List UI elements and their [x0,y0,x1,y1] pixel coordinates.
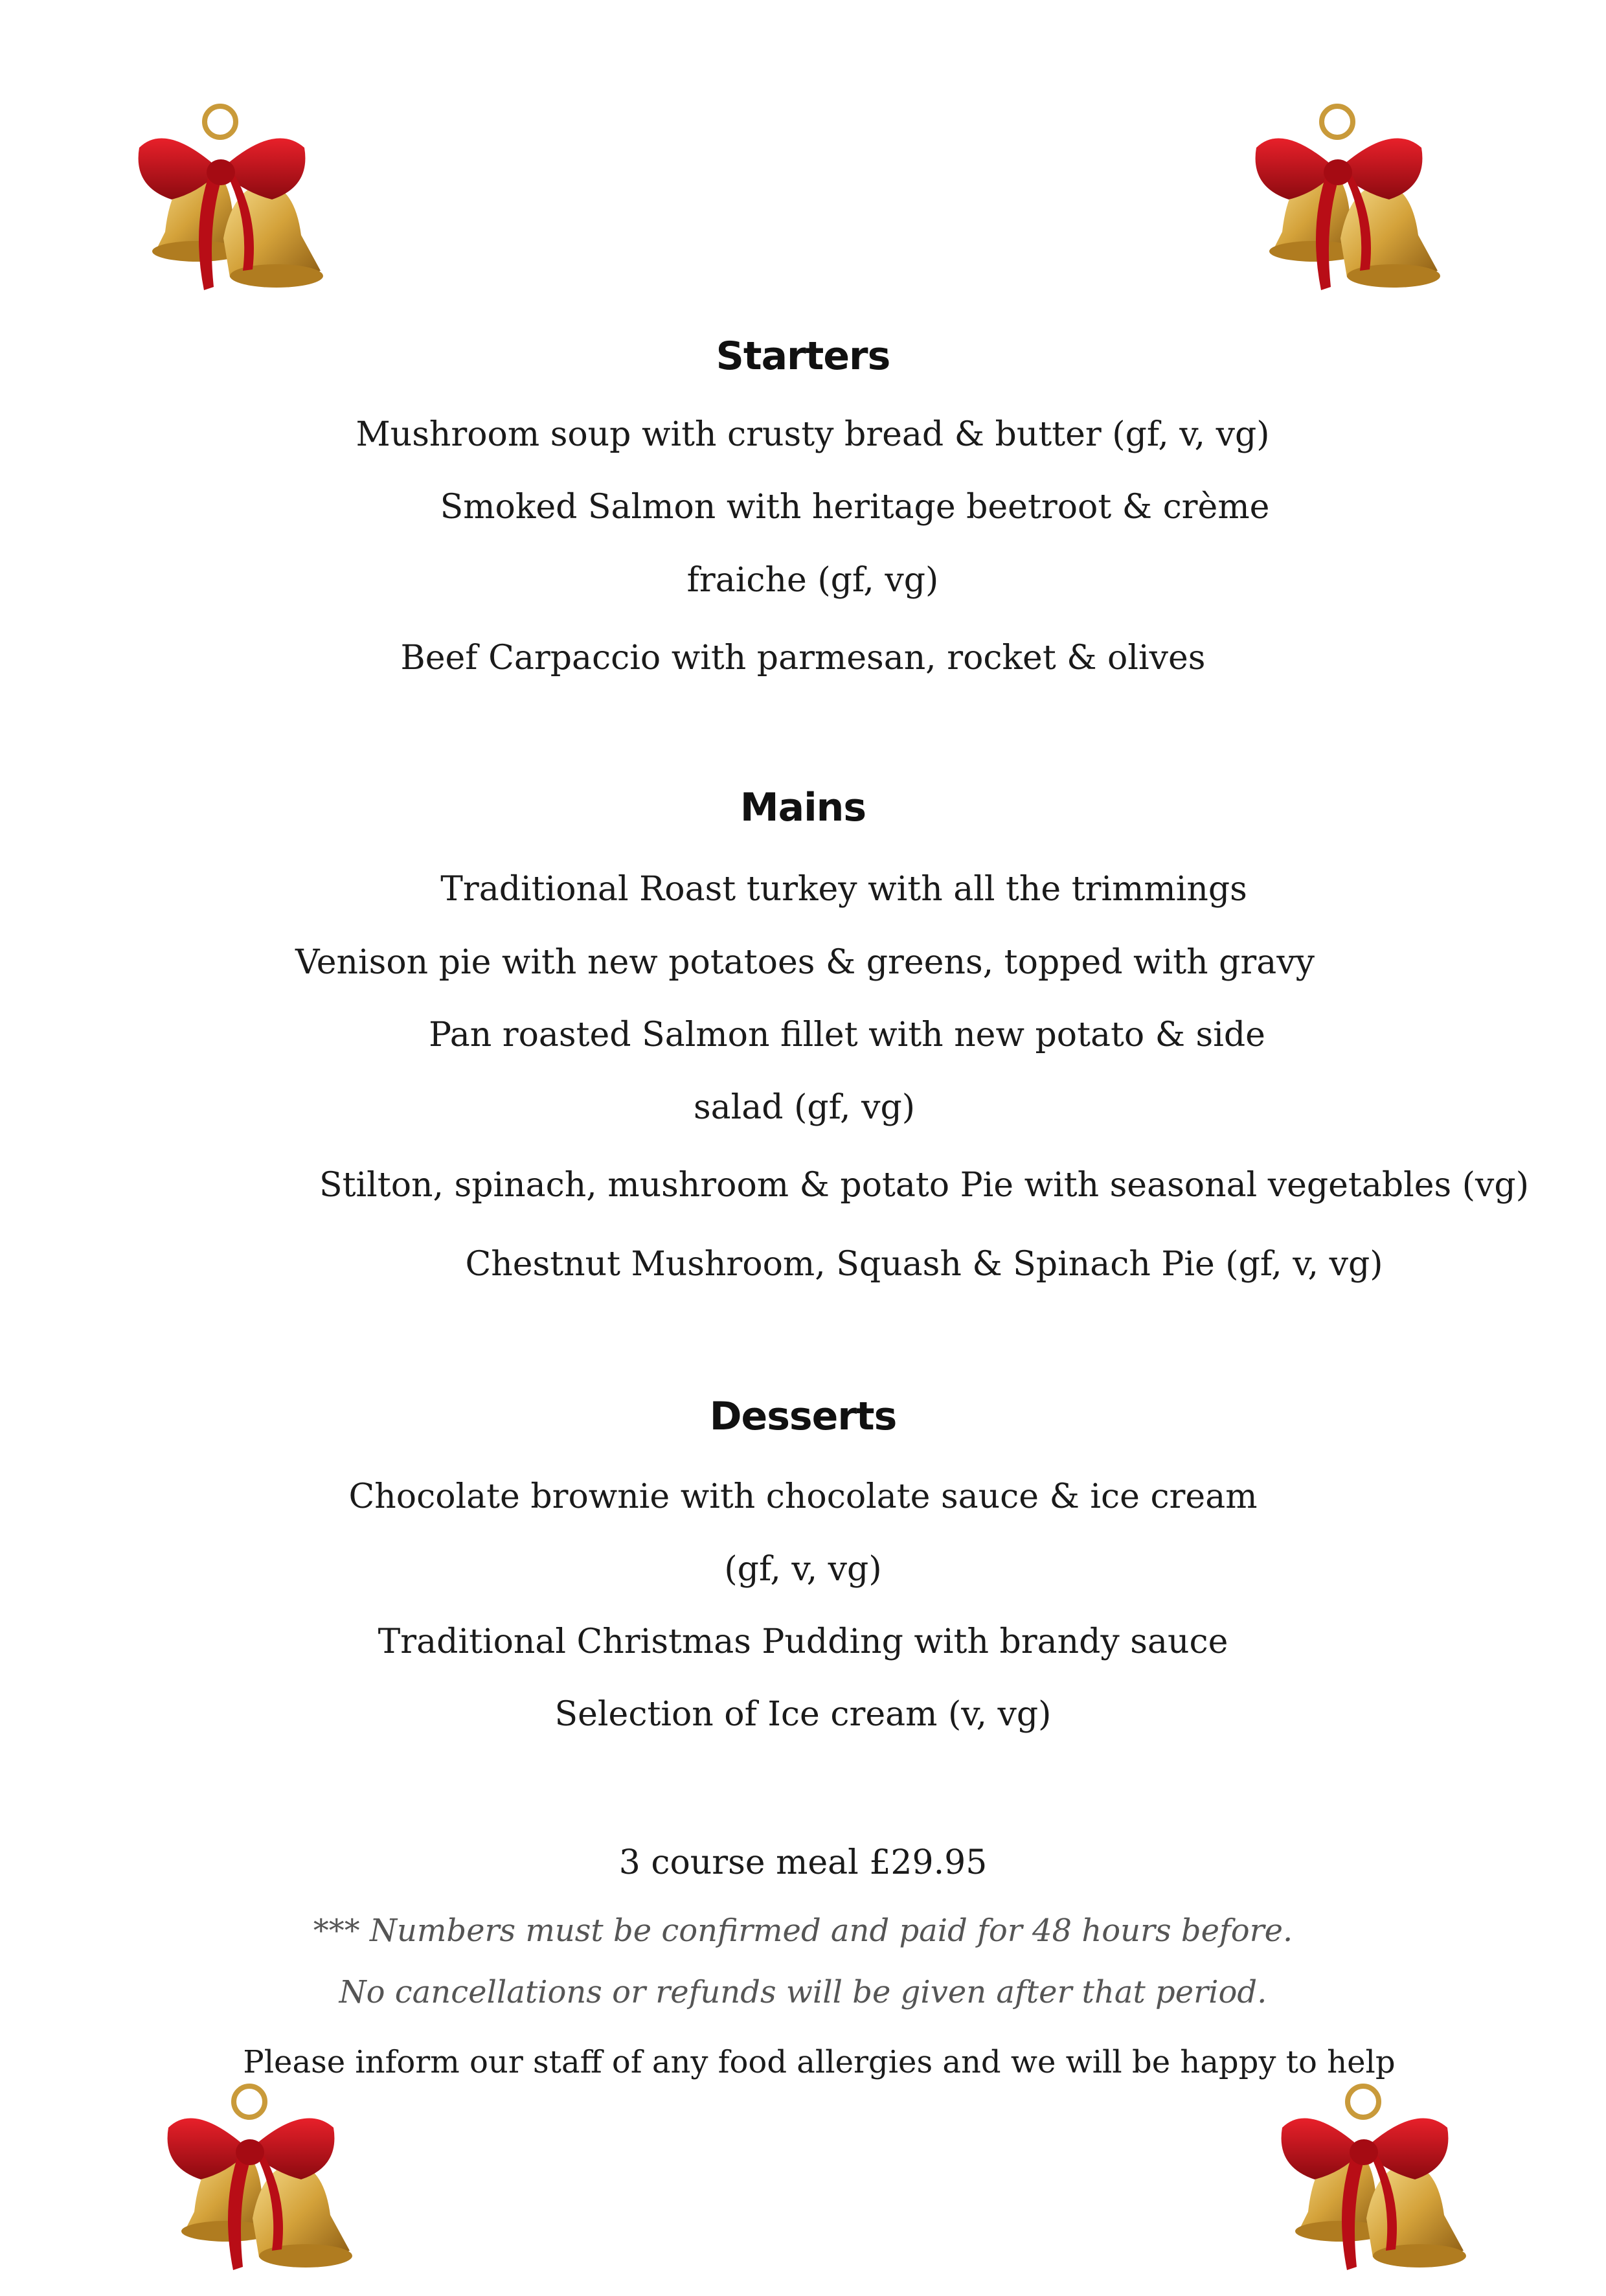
christmas-bells-icon [1269,2076,1476,2296]
mains-heading: Mains [740,785,866,830]
christmas-bells-icon [155,2076,363,2296]
menu-item: Mushroom soup with crusty bread & butter (gf, v, vg) [356,415,1270,454]
menu-item: Stilton, spinach, mushroom & potato Pie with seasonal vegetables (vg) [319,1166,1529,1205]
refund-note: No cancellations or refunds will be given after that period. [339,1974,1267,2010]
allergy-note: Please inform our staff of any food allergies and we will be happy to help [243,2044,1396,2080]
menu-item: (gf, v, vg) [724,1550,882,1589]
christmas-bells-icon [126,96,334,316]
menu-item: Smoked Salmon with heritage beetroot & crème [440,488,1270,527]
menu-item: Pan roasted Salmon fillet with new potato & side [429,1016,1265,1054]
christmas-bells-icon [1243,96,1451,316]
menu-item: Chocolate brownie with chocolate sauce & ice cream [348,1477,1258,1516]
price-label: 3 course meal £29.95 [618,1843,988,1882]
menu-item: Traditional Christmas Pudding with brandy sauce [378,1622,1228,1661]
menu-item: fraiche (gf, vg) [686,561,939,600]
menu-item: Beef Carpaccio with parmesan, rocket & olives [400,639,1206,677]
desserts-heading: Desserts [709,1394,897,1439]
starters-heading: Starters [716,334,890,379]
menu-item: Selection of Ice cream (v, vg) [554,1695,1052,1734]
menu-item: Chestnut Mushroom, Squash & Spinach Pie (gf, v, vg) [465,1245,1383,1284]
menu-item: Venison pie with new potatoes & greens, topped with gravy [295,943,1315,982]
booking-note: *** Numbers must be confirmed and paid for 48 hours before. [313,1913,1293,1949]
menu-item: salad (gf, vg) [693,1088,916,1127]
menu-item: Traditional Roast turkey with all the trimmings [440,870,1247,909]
